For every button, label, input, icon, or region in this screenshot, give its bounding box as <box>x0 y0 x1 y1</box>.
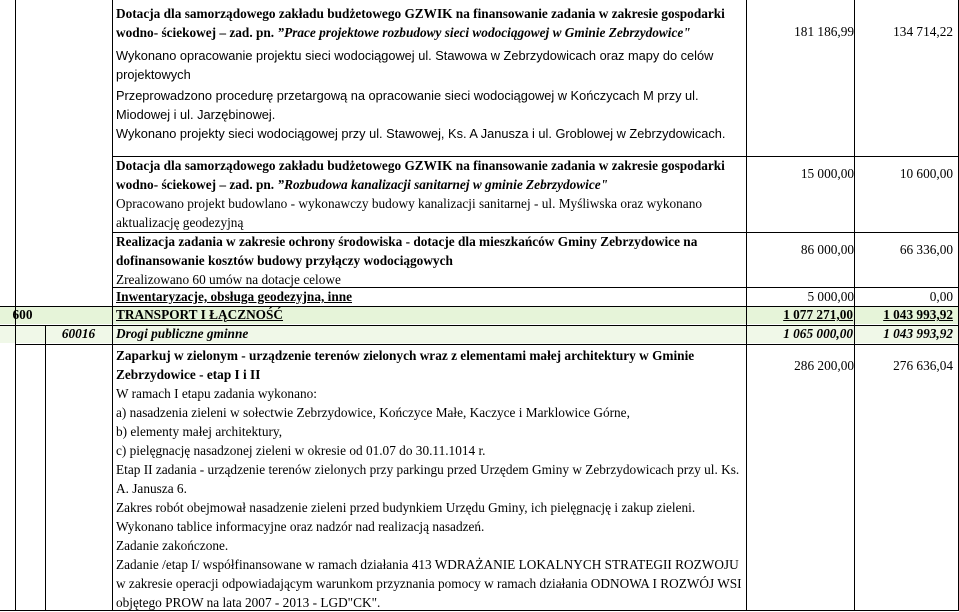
task-description: Zadanie /etap I/ współfinansowane w ramach działania 413 WDRAŻANIE LOKALNYCH STRATEGII ROZWOJU w zakresie operacji odpowiadającym warunkom przyznania pomocy w ramach działania ODNOWA I ROZWÓJ WSI objętego PROW na lata 2007 - 2013 - LGD"CK". <box>116 557 742 610</box>
task-description: Zrealizowano 60 umów na dotacje celowe <box>116 272 341 287</box>
rozdzial-code: 60016 <box>61 326 96 341</box>
rozdzial-name: Drogi publiczne gminne <box>116 326 249 341</box>
executed-amount: 10 600,00 <box>899 166 953 181</box>
task-title: Zaparkuj w zielonym - urządzenie terenów zielonych wraz z elementami małej architektury w Gminie Zebrzydowice - etap I i II <box>116 348 695 382</box>
row-separator <box>15 344 959 345</box>
plan-amount: 181 186,99 <box>794 24 854 39</box>
executed-amount: 66 336,00 <box>899 242 953 257</box>
task-title: Realizacja zadania w zakresie ochrony środowiska - dotacje dla mieszkańców Gminy Zebrzydowice na dofinansowanie kosztów budowy przyłączy wodociągowych <box>116 234 698 268</box>
task-description: Wykonano tablice informacyjne oraz nadzór nad realizacją nasadzeń. <box>116 519 485 534</box>
task-title: Dotacja dla samorządowego zakładu budżetowego GZWIK na finansowanie zadania w zakresie gospodarki wodno- ściekowej – zad. pn. <box>116 6 725 40</box>
task-description: Etap II zadania - urządzenie terenów zielonych przy parkingu przed Urzędem Gminy w Zebrzydowicach przy ul. Ks. A. Janusza 6. <box>116 462 740 496</box>
task-water-network-design <box>116 4 744 143</box>
grid-line <box>45 325 46 611</box>
plan-amount: 15 000,00 <box>800 166 854 181</box>
task-title: Inwentaryzacje, obsługa geodezyjna, inne <box>116 289 353 304</box>
task-description: Przeprowadzono procedurę przetargową na opracowanie sieci wodociągowej w Kończycach M przy ul. Miodowej i ul. Jarzębinowej. <box>116 88 699 122</box>
task-description: Wykonano projekty sieci wodociągowej przy ul. Stawowej, Ks. A Janusza i ul. Groblowej w Zebrzydowicach. <box>116 126 726 141</box>
task-title-name: ”Rozbudowa kanalizacji sanitarnej w gminie Zebrzydowice" <box>277 177 609 192</box>
dzial-plan-amount: 1 077 271,00 <box>783 307 853 322</box>
task-description: c) pielęgnację nasadzonej zieleni w okresie od 01.07 do 30.11.1014 r. <box>116 443 486 458</box>
task-green-areas <box>116 346 744 612</box>
plan-amount: 286 200,00 <box>794 358 854 373</box>
dzial-executed-amount: 1 043 993,92 <box>883 307 953 322</box>
rozdzial-executed-amount: 1 043 993,92 <box>883 326 953 341</box>
dzial-code: 600 <box>12 307 33 322</box>
plan-amount: 86 000,00 <box>800 242 854 257</box>
task-description: W ramach I etapu zadania wykonano: <box>116 386 317 401</box>
plan-amount: 5 000,00 <box>807 289 854 304</box>
executed-amount: 276 636,04 <box>893 358 953 373</box>
dzial-name: TRANSPORT I ŁĄCZNOŚĆ <box>116 307 284 322</box>
task-description: Zadanie zakończone. <box>116 538 229 553</box>
rozdzial-plan-amount: 1 065 000,00 <box>783 326 853 341</box>
task-description: Zakres robót obejmował nasadzenie zieleni przed budynkiem Urzędu Gminy, ich pielęgnację i zakup zieleni. <box>116 500 696 515</box>
executed-amount: 0,00 <box>929 289 953 304</box>
task-title-name: ”Prace projektowe rozbudowy sieci wodociągowej w Gminie Zebrzydowice" <box>277 25 691 40</box>
task-description: Wykonano opracowanie projektu sieci wodociągowej ul. Stawowa w Zebrzydowicach oraz mapy do celów projektowych <box>116 48 714 82</box>
task-inventory-geodesy <box>116 287 744 306</box>
task-description: Opracowano projekt budowlano - wykonawczy budowy kanalizacji sanitarnej - ul. Myśliwska oraz wykonano aktualizację geodezyjną <box>116 196 703 230</box>
task-sewer-expansion <box>116 156 744 232</box>
task-water-connection-grants <box>116 232 744 289</box>
executed-amount: 134 714,22 <box>893 24 953 39</box>
task-description: b) elementy małej architektury, <box>116 424 283 439</box>
task-title: Dotacja dla samorządowego zakładu budżetowego GZWIK na finansowanie zadania w zakresie gospodarki wodno- ściekowej – zad. pn. <box>116 158 725 192</box>
task-description: a) nasadzenia zieleni w sołectwie Zebrzydowice, Kończyce Małe, Kaczyce i Marklowice Górne, <box>116 405 630 420</box>
